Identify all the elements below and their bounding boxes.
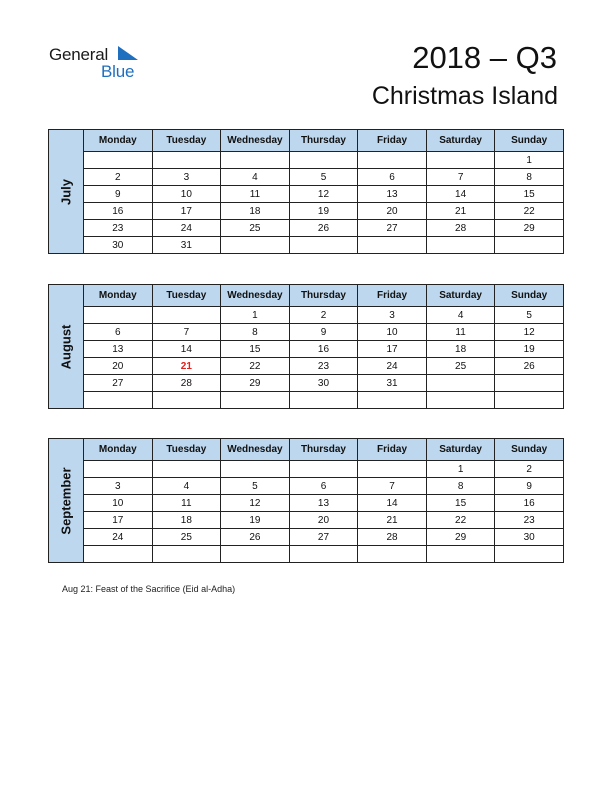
day-cell: 2 <box>289 307 358 324</box>
generalblue-logo <box>49 44 159 84</box>
day-cell: 18 <box>152 512 221 529</box>
day-cell: 7 <box>426 169 495 186</box>
day-cell <box>495 546 564 563</box>
day-cell: 14 <box>426 186 495 203</box>
day-cell: 3 <box>84 478 153 495</box>
day-cell: 27 <box>84 375 153 392</box>
day-cell: 1 <box>426 461 495 478</box>
month-name: July <box>58 178 74 205</box>
day-cell: 7 <box>152 324 221 341</box>
day-cell <box>426 546 495 563</box>
day-cell: 7 <box>358 478 427 495</box>
day-cell: 5 <box>221 478 290 495</box>
day-cell: 24 <box>84 529 153 546</box>
weekday-header: Monday <box>84 439 153 461</box>
day-cell: 25 <box>221 220 290 237</box>
week-row <box>49 169 564 186</box>
day-cell: 20 <box>358 203 427 220</box>
day-cell: 30 <box>289 375 358 392</box>
day-cell: 8 <box>426 478 495 495</box>
day-cell: 25 <box>426 358 495 375</box>
day-cell <box>289 237 358 254</box>
weekday-header: Thursday <box>289 130 358 152</box>
weekday-header: Friday <box>358 130 427 152</box>
day-cell: 20 <box>289 512 358 529</box>
day-cell: 17 <box>152 203 221 220</box>
week-row <box>49 152 564 169</box>
weekday-header-row <box>49 439 564 461</box>
logo-triangle-icon <box>118 46 138 62</box>
weekday-header: Tuesday <box>152 130 221 152</box>
day-cell: 23 <box>84 220 153 237</box>
weekday-header: Friday <box>358 439 427 461</box>
calendar-july <box>48 129 564 254</box>
day-cell: 12 <box>221 495 290 512</box>
day-cell <box>495 375 564 392</box>
week-row <box>49 203 564 220</box>
region-title: Christmas Island <box>371 82 558 110</box>
holiday-day-cell: 21 <box>152 358 221 375</box>
day-cell <box>426 392 495 409</box>
day-cell <box>152 546 221 563</box>
day-cell: 21 <box>358 512 427 529</box>
week-row <box>49 461 564 478</box>
day-cell <box>84 152 153 169</box>
day-cell: 27 <box>358 220 427 237</box>
day-cell: 17 <box>84 512 153 529</box>
day-cell: 15 <box>426 495 495 512</box>
day-cell <box>358 461 427 478</box>
day-cell: 28 <box>426 220 495 237</box>
month-name: August <box>58 324 74 369</box>
day-cell <box>221 546 290 563</box>
day-cell: 9 <box>495 478 564 495</box>
day-cell: 12 <box>289 186 358 203</box>
day-cell: 26 <box>221 529 290 546</box>
day-cell: 22 <box>495 203 564 220</box>
logo-text-general: General <box>49 45 109 64</box>
day-cell: 2 <box>495 461 564 478</box>
day-cell: 28 <box>152 375 221 392</box>
day-cell: 23 <box>495 512 564 529</box>
day-cell: 4 <box>152 478 221 495</box>
week-row <box>49 495 564 512</box>
day-cell <box>221 237 290 254</box>
day-cell <box>152 461 221 478</box>
day-cell <box>358 237 427 254</box>
week-row <box>49 478 564 495</box>
week-row <box>49 392 564 409</box>
day-cell <box>84 307 153 324</box>
day-cell <box>358 152 427 169</box>
weekday-header: Thursday <box>289 439 358 461</box>
page-title: 2018 – Q3 <box>412 40 557 75</box>
day-cell <box>84 461 153 478</box>
weekday-header: Tuesday <box>152 285 221 307</box>
holiday-note: Aug 21: Feast of the Sacrifice (Eid al-Adha) <box>62 584 236 594</box>
day-cell: 18 <box>426 341 495 358</box>
weekday-header: Saturday <box>426 439 495 461</box>
day-cell: 9 <box>289 324 358 341</box>
day-cell: 16 <box>289 341 358 358</box>
month-label-cell <box>49 285 84 409</box>
day-cell <box>289 152 358 169</box>
day-cell: 9 <box>84 186 153 203</box>
day-cell: 5 <box>495 307 564 324</box>
day-cell: 13 <box>84 341 153 358</box>
day-cell: 6 <box>289 478 358 495</box>
day-cell: 3 <box>358 307 427 324</box>
weekday-header: Monday <box>84 130 153 152</box>
week-row <box>49 186 564 203</box>
day-cell: 8 <box>495 169 564 186</box>
day-cell <box>152 152 221 169</box>
day-cell <box>152 392 221 409</box>
weekday-header: Wednesday <box>221 439 290 461</box>
day-cell <box>152 307 221 324</box>
day-cell <box>358 392 427 409</box>
day-cell: 11 <box>426 324 495 341</box>
day-cell <box>289 461 358 478</box>
day-cell: 13 <box>358 186 427 203</box>
day-cell: 23 <box>289 358 358 375</box>
day-cell: 17 <box>358 341 427 358</box>
day-cell <box>289 546 358 563</box>
day-cell <box>495 237 564 254</box>
calendar-september <box>48 438 564 563</box>
day-cell: 10 <box>152 186 221 203</box>
day-cell: 29 <box>221 375 290 392</box>
day-cell: 16 <box>495 495 564 512</box>
day-cell: 22 <box>426 512 495 529</box>
day-cell: 31 <box>152 237 221 254</box>
weekday-header: Sunday <box>495 130 564 152</box>
weekday-header: Wednesday <box>221 130 290 152</box>
day-cell: 30 <box>495 529 564 546</box>
day-cell: 26 <box>289 220 358 237</box>
day-cell <box>84 392 153 409</box>
weekday-header-row <box>49 130 564 152</box>
week-row <box>49 237 564 254</box>
day-cell <box>358 546 427 563</box>
day-cell <box>495 392 564 409</box>
calendar-august <box>48 284 564 409</box>
weekday-header: Monday <box>84 285 153 307</box>
day-cell: 26 <box>495 358 564 375</box>
day-cell: 19 <box>289 203 358 220</box>
week-row <box>49 220 564 237</box>
day-cell: 1 <box>221 307 290 324</box>
week-row <box>49 341 564 358</box>
day-cell: 16 <box>84 203 153 220</box>
day-cell: 12 <box>495 324 564 341</box>
day-cell: 6 <box>358 169 427 186</box>
day-cell: 11 <box>152 495 221 512</box>
day-cell <box>426 237 495 254</box>
weekday-header: Sunday <box>495 285 564 307</box>
week-row <box>49 512 564 529</box>
day-cell: 2 <box>84 169 153 186</box>
day-cell: 13 <box>289 495 358 512</box>
day-cell: 31 <box>358 375 427 392</box>
day-cell <box>426 152 495 169</box>
day-cell <box>221 461 290 478</box>
weekday-header: Saturday <box>426 130 495 152</box>
day-cell <box>426 375 495 392</box>
day-cell <box>289 392 358 409</box>
weekday-header-row <box>49 285 564 307</box>
day-cell: 30 <box>84 237 153 254</box>
week-row <box>49 375 564 392</box>
day-cell: 24 <box>358 358 427 375</box>
day-cell: 21 <box>426 203 495 220</box>
weekday-header: Saturday <box>426 285 495 307</box>
month-label-cell <box>49 439 84 563</box>
day-cell: 28 <box>358 529 427 546</box>
week-row <box>49 546 564 563</box>
day-cell: 29 <box>495 220 564 237</box>
weekday-header: Sunday <box>495 439 564 461</box>
day-cell: 3 <box>152 169 221 186</box>
day-cell <box>221 152 290 169</box>
day-cell: 10 <box>84 495 153 512</box>
month-name: September <box>58 466 74 535</box>
week-row <box>49 324 564 341</box>
logo-text-blue: Blue <box>101 62 135 81</box>
day-cell <box>221 392 290 409</box>
day-cell: 18 <box>221 203 290 220</box>
day-cell: 8 <box>221 324 290 341</box>
day-cell: 27 <box>289 529 358 546</box>
day-cell: 14 <box>358 495 427 512</box>
day-cell: 15 <box>495 186 564 203</box>
day-cell: 10 <box>358 324 427 341</box>
day-cell: 24 <box>152 220 221 237</box>
weekday-header: Thursday <box>289 285 358 307</box>
day-cell: 6 <box>84 324 153 341</box>
day-cell: 15 <box>221 341 290 358</box>
weekday-header: Wednesday <box>221 285 290 307</box>
day-cell: 4 <box>426 307 495 324</box>
week-row <box>49 529 564 546</box>
day-cell: 5 <box>289 169 358 186</box>
day-cell: 14 <box>152 341 221 358</box>
day-cell: 4 <box>221 169 290 186</box>
day-cell: 25 <box>152 529 221 546</box>
day-cell: 19 <box>221 512 290 529</box>
day-cell: 29 <box>426 529 495 546</box>
day-cell <box>84 546 153 563</box>
day-cell: 19 <box>495 341 564 358</box>
day-cell: 11 <box>221 186 290 203</box>
day-cell: 20 <box>84 358 153 375</box>
weekday-header: Tuesday <box>152 439 221 461</box>
weekday-header: Friday <box>358 285 427 307</box>
day-cell: 22 <box>221 358 290 375</box>
day-cell: 1 <box>495 152 564 169</box>
week-row <box>49 307 564 324</box>
week-row <box>49 358 564 375</box>
month-label-cell <box>49 130 84 254</box>
